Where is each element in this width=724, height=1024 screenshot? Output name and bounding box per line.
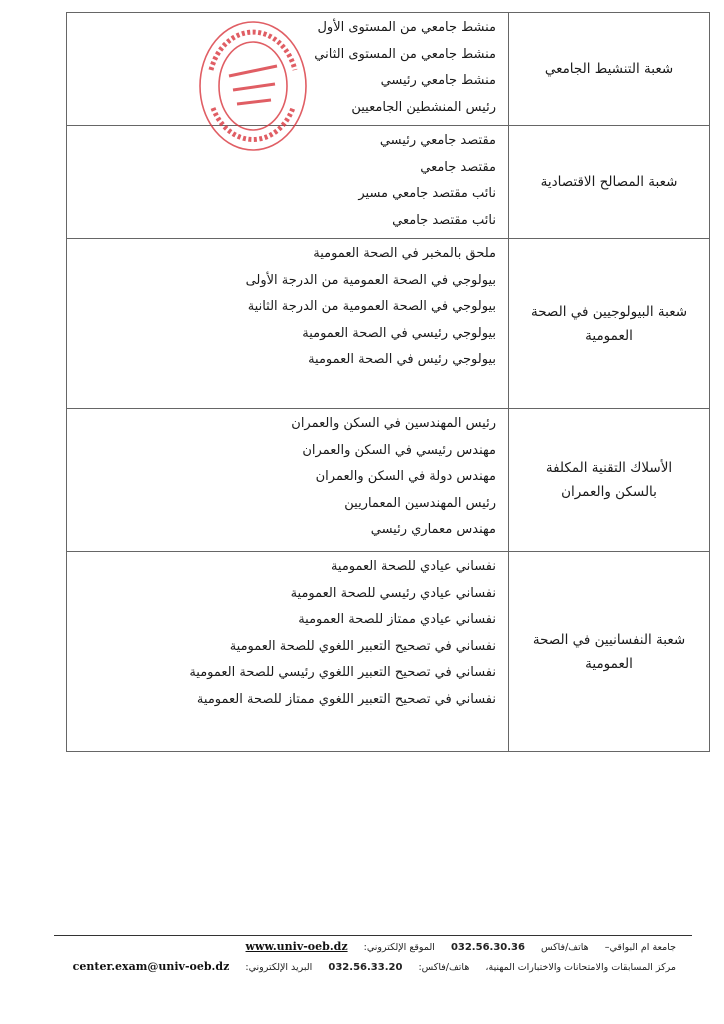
role-item: نفساني في تصحيح التعبير اللغوي للصحة العمومية <box>229 638 496 654</box>
role-item: بيولوجي رئيس في الصحة العمومية <box>308 352 496 367</box>
role-item: نفساني في تصحيح التعبير اللغوي ممتاز للصحة العمومية <box>196 691 496 707</box>
category-cell: الأسلاك التقنية المكلفة بالسكن والعمران <box>509 409 710 552</box>
footer-phone-label: هاتف/فاكس: <box>418 962 470 973</box>
role-item: نفساني في تصحيح التعبير اللغوي رئيسي للصحة العمومية <box>189 665 496 680</box>
roles-cell <box>67 409 509 552</box>
footer-web-label: الموقع الإلكتروني: <box>363 942 435 953</box>
category-cell: شعبة النفسانيين في الصحة العمومية <box>509 552 710 752</box>
role-item: بيولوجي رئيسي في الصحة العمومية <box>302 325 496 341</box>
role-item: منشط جامعي من المستوى الثاني <box>314 46 496 62</box>
footer-email-label: البريد الإلكتروني: <box>245 962 313 973</box>
role-item: مهندس رئيسي في السكن والعمران <box>302 442 496 458</box>
role-item: مقتصد جامعي <box>420 159 496 175</box>
footer-divider <box>54 935 692 936</box>
table-row <box>67 239 710 409</box>
footer-email-link[interactable]: center.exam@univ-oeb.dz <box>72 960 230 973</box>
table-row <box>67 552 710 752</box>
roles-cell <box>67 239 509 409</box>
role-item: نائب مقتصد جامعي <box>392 212 496 228</box>
footer-exam-center-line <box>73 960 676 973</box>
table-row <box>67 13 710 126</box>
footer-org: جامعة ام البواقي– <box>604 942 676 953</box>
role-item: نفساني عيادي للصحة العمومية <box>330 559 496 574</box>
role-item: مهندس دولة في السكن والعمران <box>315 469 496 484</box>
role-item: رئيس المنشطين الجامعيين <box>351 99 496 115</box>
table-row <box>67 409 710 552</box>
role-list <box>67 411 496 544</box>
roles-cell <box>67 126 509 239</box>
role-item: منشط جامعي من المستوى الأول <box>317 20 496 35</box>
role-list <box>67 128 496 234</box>
role-list <box>67 241 496 374</box>
role-item: بيولوجي في الصحة العمومية من الدرجة الأولى <box>245 272 496 288</box>
role-item: نفساني عيادي ممتاز للصحة العمومية <box>298 612 496 627</box>
footer-phone: 032.56.33.20 <box>328 962 403 973</box>
role-item: ملحق بالمخبر في الصحة العمومية <box>313 246 496 261</box>
role-item: مقتصد جامعي رئيسي <box>379 133 496 148</box>
role-list <box>67 15 496 121</box>
role-list <box>67 554 496 713</box>
footer-phone: 032.56.30.36 <box>450 942 525 953</box>
role-item: نائب مقتصد جامعي مسير <box>358 186 496 201</box>
roles-cell <box>67 13 509 126</box>
footer-org: مركز المسابقات والامتحانات والاختبارات المهنية، <box>485 962 676 973</box>
role-item: منشط جامعي رئيسي <box>380 73 496 88</box>
roles-cell <box>67 552 509 752</box>
category-cell: شعبة البيولوجيين في الصحة العمومية <box>509 239 710 409</box>
role-item: بيولوجي في الصحة العمومية من الدرجة الثانية <box>247 299 496 314</box>
recruitment-table <box>66 12 710 752</box>
role-item: رئيس المهندسين المعماريين <box>344 495 496 511</box>
role-item: رئيس المهندسين في السكن والعمران <box>291 416 496 431</box>
table-row <box>67 126 710 239</box>
footer-phone-label: هاتف/فاكس <box>541 942 589 953</box>
category-cell: شعبة المصالح الاقتصادية <box>509 126 710 239</box>
footer-website-link[interactable]: www.univ-oeb.dz <box>245 940 348 953</box>
category-cell: شعبة التنشيط الجامعي <box>509 13 710 126</box>
footer-university-line <box>246 940 676 953</box>
role-item: نفساني عيادي رئيسي للصحة العمومية <box>290 585 496 601</box>
role-item: مهندس معماري رئيسي <box>370 522 496 537</box>
